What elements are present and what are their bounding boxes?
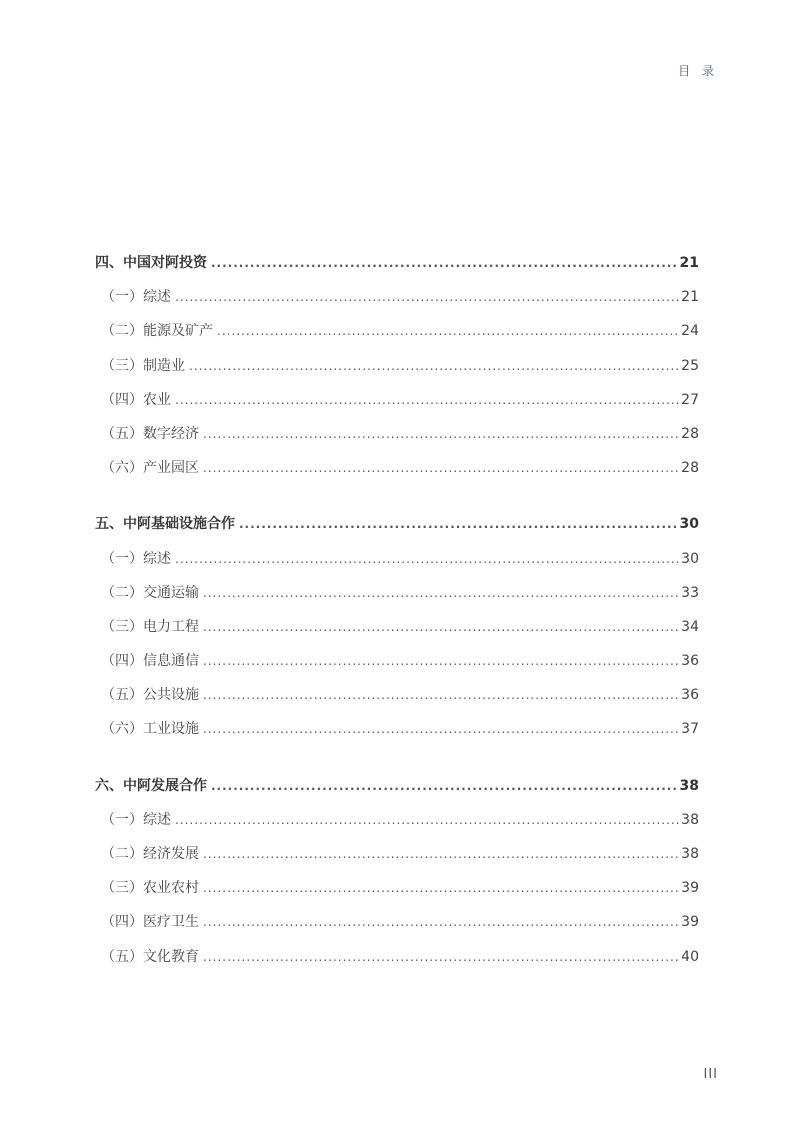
toc-heading[interactable]	[95, 250, 699, 284]
toc-entry-title: （五）公共设施	[101, 687, 199, 704]
toc-entry-page: 21	[681, 289, 699, 306]
dot-leader	[203, 909, 679, 935]
toc-entry[interactable]	[95, 716, 699, 750]
toc-entry-title: （一）综述	[101, 811, 171, 828]
table-of-contents	[95, 250, 699, 1000]
dot-leader	[211, 773, 678, 799]
dot-leader	[189, 353, 679, 379]
toc-entry-title: （三）电力工程	[101, 618, 199, 635]
toc-entry[interactable]	[95, 318, 699, 352]
dot-leader	[203, 648, 679, 674]
dot-leader	[211, 250, 678, 276]
dot-leader	[203, 682, 679, 708]
toc-entry-title: （四）医疗卫生	[101, 914, 199, 931]
toc-entry-page: 40	[681, 948, 699, 965]
dot-leader	[203, 841, 679, 867]
toc-entry[interactable]	[95, 841, 699, 875]
dot-leader	[203, 421, 679, 447]
dot-leader	[203, 614, 679, 640]
toc-entry[interactable]	[95, 387, 699, 421]
toc-entry-title: （三）制造业	[101, 357, 185, 374]
toc-heading-title: 五、中阿基础设施合作	[95, 516, 235, 533]
toc-section	[95, 773, 699, 978]
toc-heading[interactable]	[95, 511, 699, 545]
dot-leader	[203, 455, 679, 481]
dot-leader	[175, 546, 679, 572]
toc-entry-page: 25	[681, 357, 699, 374]
toc-entry-title: （一）综述	[101, 550, 171, 567]
toc-entry-page: 28	[681, 460, 699, 477]
toc-section	[95, 511, 699, 750]
toc-entry-page: 24	[681, 323, 699, 340]
toc-heading-title: 四、中国对阿投资	[95, 255, 207, 271]
toc-entry[interactable]	[95, 353, 699, 387]
page-number: III	[703, 1067, 718, 1082]
dot-leader	[239, 511, 678, 537]
toc-entry-page: 38	[681, 846, 699, 862]
toc-entry-title: （四）信息通信	[101, 653, 199, 670]
toc-section	[95, 250, 699, 489]
toc-heading-page: 21	[679, 255, 699, 271]
toc-entry[interactable]	[95, 421, 699, 455]
toc-entry[interactable]	[95, 455, 699, 489]
toc-entry-title: （六）产业园区	[101, 460, 199, 477]
toc-entry-page: 30	[681, 550, 699, 567]
toc-entry-page: 39	[681, 914, 699, 931]
toc-heading-title: 六、中阿发展合作	[95, 777, 207, 794]
toc-entry-title: （四）农业	[101, 391, 171, 408]
toc-heading[interactable]	[95, 773, 699, 807]
dot-leader	[203, 716, 679, 742]
toc-entry-title: （二）经济发展	[101, 846, 199, 862]
toc-entry[interactable]	[95, 546, 699, 580]
dot-leader	[203, 875, 679, 901]
toc-entry-title: （五）数字经济	[101, 425, 199, 442]
dot-leader	[203, 580, 679, 606]
toc-entry-page: 33	[681, 584, 699, 601]
dot-leader	[175, 807, 679, 833]
dot-leader	[217, 318, 679, 344]
section-header-label: 目 录	[678, 64, 718, 78]
toc-entry-page: 37	[681, 721, 699, 738]
toc-entry-page: 38	[681, 811, 699, 828]
toc-entry-title: （六）工业设施	[101, 721, 199, 738]
toc-entry-title: （二）能源及矿产	[101, 323, 213, 340]
toc-entry-page: 27	[681, 391, 699, 408]
toc-entry[interactable]	[95, 648, 699, 682]
dot-leader	[175, 284, 679, 310]
toc-entry-title: （五）文化教育	[101, 948, 199, 965]
toc-entry[interactable]	[95, 284, 699, 318]
toc-entry-page: 34	[681, 618, 699, 635]
dot-leader	[203, 944, 679, 970]
toc-entry[interactable]	[95, 580, 699, 614]
toc-entry-page: 39	[681, 880, 699, 897]
dot-leader	[175, 387, 679, 413]
toc-entry[interactable]	[95, 807, 699, 841]
toc-heading-page: 38	[679, 777, 699, 794]
toc-entry-page: 36	[681, 687, 699, 704]
toc-entry[interactable]	[95, 875, 699, 909]
toc-entry-title: （一）综述	[101, 289, 171, 306]
toc-entry-title: （二）交通运输	[101, 584, 199, 601]
toc-entry[interactable]	[95, 682, 699, 716]
toc-entry[interactable]	[95, 909, 699, 943]
toc-entry-title: （三）农业农村	[101, 880, 199, 897]
toc-entry-page: 36	[681, 653, 699, 670]
toc-entry[interactable]	[95, 944, 699, 978]
toc-entry[interactable]	[95, 614, 699, 648]
toc-heading-page: 30	[679, 516, 699, 533]
toc-entry-page: 28	[681, 425, 699, 442]
